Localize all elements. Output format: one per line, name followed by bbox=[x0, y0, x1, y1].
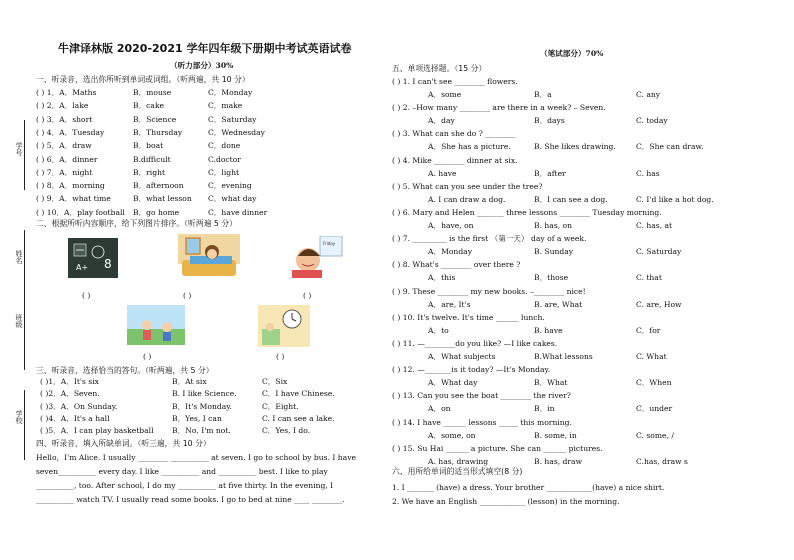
part1-heading: 一、听录音，选出你所听到单词或词组。（听两遍，共 10 分） bbox=[36, 75, 250, 84]
question-option-a[interactable]: ( ) 5．A．draw bbox=[36, 141, 92, 151]
question-option-c[interactable]: C．Wednesday bbox=[208, 127, 265, 137]
choice-option-b[interactable]: B.What lessons bbox=[534, 352, 593, 361]
question-option-b[interactable]: B．what lesson bbox=[133, 194, 192, 204]
choice-option-a[interactable]: A．What day bbox=[428, 378, 478, 388]
part2-heading: 二、根据所听内容顺序，给下列图片排序。（听两遍 5 分） bbox=[36, 219, 237, 228]
question-option-c[interactable]: C．light bbox=[208, 167, 240, 177]
answer-option-c[interactable]: C．I have Chinese. bbox=[262, 389, 335, 399]
choice-option-a[interactable]: A. I can draw a dog. bbox=[428, 194, 506, 204]
question-option-c[interactable]: C．have dinner bbox=[208, 207, 268, 217]
sick-boy-picture bbox=[290, 236, 344, 278]
choice-option-b[interactable]: B．a bbox=[534, 90, 552, 99]
choice-option-c[interactable]: C. What bbox=[636, 352, 667, 361]
question-option-a[interactable]: ( ) 9．A．what time bbox=[36, 194, 111, 204]
choice-option-c[interactable]: C. that bbox=[636, 273, 662, 283]
question-option-c[interactable]: C．done bbox=[208, 141, 241, 151]
choice-option-a[interactable]: A．Monday bbox=[428, 247, 472, 257]
choice-option-c[interactable]: C．under bbox=[636, 404, 673, 414]
choice-option-a[interactable]: A．day bbox=[428, 116, 455, 126]
choice-option-a[interactable]: A．are, It's bbox=[428, 299, 471, 309]
blackboard-picture bbox=[68, 238, 118, 278]
picture-order-blank[interactable]: ( ) bbox=[143, 352, 152, 361]
side-label-school: 学校 bbox=[15, 410, 23, 424]
fill-in-line[interactable]: 2. We have an English ____________ (lesson) in the morning. bbox=[392, 497, 620, 506]
choice-option-a[interactable]: A．this bbox=[428, 273, 456, 283]
choice-option-a[interactable]: A．some bbox=[428, 90, 462, 99]
written-section-label: （笔试部分）70% bbox=[540, 49, 604, 58]
choice-option-b[interactable]: B．days bbox=[534, 116, 565, 126]
choice-option-a[interactable]: A．on bbox=[428, 404, 451, 414]
binding-line bbox=[24, 390, 25, 460]
binding-line bbox=[24, 120, 25, 190]
choice-option-c[interactable]: C. some, / bbox=[636, 430, 674, 440]
svg-text:Friday: Friday bbox=[323, 241, 336, 246]
question-stem: ( ) 13. Can you see the boat ________ the river? bbox=[392, 391, 571, 401]
question-stem: ( ) 2. –How many ________ are there in a week? – Seven. bbox=[392, 103, 606, 113]
question-stem: ( ) 1. I can't see ________ flowers. bbox=[392, 77, 518, 86]
question-option-c[interactable]: C．Monday bbox=[208, 88, 253, 97]
choice-option-c[interactable]: C. I'd like a hot dog. bbox=[636, 194, 714, 204]
clock-room-picture bbox=[258, 305, 310, 347]
choice-option-b[interactable]: B．after bbox=[534, 168, 566, 178]
question-option-a[interactable]: ( ) 1．A．Maths bbox=[36, 88, 97, 97]
question-option-c[interactable]: C．Saturday bbox=[208, 114, 257, 124]
choice-option-c[interactable]: C. Saturday bbox=[636, 247, 682, 257]
answer-option-b[interactable]: B．It's Monday. bbox=[172, 401, 232, 411]
picture-order-blank[interactable]: ( ) bbox=[303, 291, 312, 300]
choice-option-b[interactable]: B. She likes drawing. bbox=[534, 142, 616, 152]
question-option-b[interactable]: B．mouse bbox=[133, 88, 172, 97]
picture-order-blank[interactable]: ( ) bbox=[183, 291, 192, 300]
question-stem: ( ) 9. These ________ my new books. –________ nice! bbox=[392, 286, 586, 296]
question-option-c[interactable]: C．evening bbox=[208, 181, 252, 191]
choice-option-a[interactable]: A．to bbox=[428, 325, 449, 335]
choice-option-b[interactable]: B. are, What bbox=[534, 299, 583, 309]
choice-option-c[interactable]: C. any bbox=[636, 90, 661, 99]
binding-line bbox=[24, 230, 25, 300]
choice-option-b[interactable]: B. Sunday bbox=[534, 247, 574, 257]
choice-option-c[interactable]: C．When bbox=[636, 378, 672, 388]
question-option-a[interactable]: ( ) 2．A．lake bbox=[36, 101, 89, 111]
choice-option-a[interactable]: A. has, drawing bbox=[428, 456, 489, 466]
girl-sleeping-picture bbox=[178, 234, 240, 278]
question-option-c[interactable]: C．what day bbox=[208, 194, 257, 204]
exam-title: 牛津译林版 2020-2021 学年四年级下册期中考试英语试卷 bbox=[58, 42, 352, 55]
part6-heading: 六、用所给单词的适当形式填空(8 分) bbox=[392, 467, 523, 476]
choice-option-c[interactable]: C．for bbox=[636, 325, 661, 335]
question-option-a[interactable]: ( ) 7．A．night bbox=[36, 167, 93, 177]
binding-line bbox=[24, 300, 25, 370]
choice-option-a[interactable]: A．She has a picture. bbox=[428, 142, 511, 152]
answer-option-c[interactable]: C. I can see a lake. bbox=[262, 413, 335, 423]
part4-heading: 四、听录音，填入所缺单词。（听三遍，共 10 分） bbox=[36, 439, 211, 448]
answer-option-c[interactable]: C．Yes, I do. bbox=[262, 426, 311, 436]
question-stem: ( ) 15. Su Hai ______ a picture. She can ______ pictures. bbox=[392, 443, 603, 453]
choice-option-a[interactable]: A. have bbox=[428, 168, 457, 178]
choice-option-b[interactable]: B. some, in bbox=[534, 430, 577, 440]
question-stem: ( ) 14. I have ______ lessons _____ this morning. bbox=[392, 417, 572, 427]
choice-option-b[interactable]: B. has, draw bbox=[534, 456, 583, 466]
choice-option-b[interactable]: B．those bbox=[534, 273, 569, 283]
answer-option-a[interactable]: ( )1．A．It's six bbox=[40, 377, 99, 386]
question-option-b[interactable]: B．afternoon bbox=[133, 181, 184, 191]
question-option-a[interactable]: ( ) 6．A．dinner bbox=[36, 154, 98, 164]
question-stem: ( ) 11. —________do you like? —I like cakes. bbox=[392, 339, 558, 348]
question-option-b[interactable]: B．Science bbox=[133, 114, 177, 124]
choice-option-b[interactable]: B．in bbox=[534, 404, 555, 414]
svg-text:8: 8 bbox=[104, 257, 112, 271]
fill-in-line[interactable]: 1. I _______ (have) a dress. Your brother ____________(have) a nice shirt. bbox=[392, 483, 665, 492]
part3-heading: 三、听录音，选择恰当的答句。（听两遍，共 5 分） bbox=[36, 366, 214, 375]
question-option-c[interactable]: C．make bbox=[208, 101, 243, 111]
question-option-b[interactable]: B.difficult bbox=[133, 154, 171, 164]
answer-option-b[interactable]: B. I like Science. bbox=[172, 389, 237, 399]
question-option-b[interactable]: B．go home bbox=[133, 207, 180, 217]
side-label-name: 姓名 bbox=[15, 250, 23, 264]
choice-option-a[interactable]: A．have, on bbox=[428, 221, 474, 230]
answer-option-a[interactable]: ( )5．A．I can play basketball bbox=[40, 426, 154, 436]
question-option-a[interactable]: ( ) 8．A．morning bbox=[36, 181, 105, 191]
question-stem: ( ) 6. Mary and Helen _______ three lessons ________ Tuesday morning. bbox=[392, 208, 662, 217]
question-stem: ( ) 4. Mike ________ dinner at six. bbox=[392, 155, 518, 165]
question-stem: ( ) 7. _________ is the first （第一天） day of a week. bbox=[392, 234, 587, 244]
answer-option-c[interactable]: C．Six bbox=[262, 377, 288, 386]
question-option-a[interactable]: ( ) 3．A．short bbox=[36, 114, 93, 124]
question-option-b[interactable]: B．Thursday bbox=[133, 127, 183, 137]
svg-text:A+: A+ bbox=[76, 263, 89, 272]
passage-line[interactable]: Hello，I'm Alice. I usually ________ __________ at seven. I go to school by bus. I have bbox=[36, 453, 356, 462]
answer-option-b[interactable]: B．No, I'm not. bbox=[172, 426, 231, 436]
question-stem: ( ) 12. —_______is it today? —It's Monday. bbox=[392, 365, 551, 375]
choice-option-c[interactable]: C．She can draw. bbox=[636, 142, 704, 152]
answer-option-a[interactable]: ( )3．A．On Sunday. bbox=[40, 401, 118, 411]
answer-option-b[interactable]: B．Yes, I can bbox=[172, 413, 222, 423]
choice-option-b[interactable]: B. has, on bbox=[534, 221, 573, 230]
answer-option-a[interactable]: ( )2．A．Seven. bbox=[40, 389, 100, 399]
answer-option-c[interactable]: C．Eight. bbox=[262, 401, 299, 411]
question-option-a[interactable]: ( ) 4．A．Tuesday bbox=[36, 127, 105, 137]
question-stem: ( ) 3. What can she do ? ________ bbox=[392, 129, 516, 139]
question-option-b[interactable]: B．boat bbox=[133, 141, 164, 151]
choice-option-a[interactable]: A．some, on bbox=[428, 430, 476, 440]
listening-section-label: （听力部分）30% bbox=[170, 61, 234, 70]
choice-option-c[interactable]: C. has, at bbox=[636, 221, 673, 230]
answer-option-b[interactable]: B．At six bbox=[172, 377, 207, 386]
side-label-student-number: 学号 bbox=[15, 142, 23, 156]
answer-option-a[interactable]: ( )4．A．It's a hall bbox=[40, 413, 110, 423]
side-label-class: 班级 bbox=[15, 314, 23, 328]
passage-line[interactable]: __________, too. After school, I do my __________ at five thirty. In the evening, I bbox=[36, 481, 334, 490]
question-option-b[interactable]: B．cake bbox=[133, 101, 165, 111]
question-stem: ( ) 8. What's ________ over there ? bbox=[392, 260, 521, 270]
question-option-c[interactable]: C.doctor bbox=[208, 154, 241, 164]
choice-option-b[interactable]: B. have bbox=[534, 325, 563, 335]
choice-option-c[interactable]: C. has bbox=[636, 168, 660, 178]
choice-option-b[interactable]: B．What bbox=[534, 378, 568, 388]
passage-line[interactable]: seven__________ every day. I like __________ and __________ best. I like to play bbox=[36, 467, 328, 476]
question-stem: ( ) 10. It's twelve. It's time ______ lunch. bbox=[392, 312, 545, 322]
choice-option-c[interactable]: C.has, draw s bbox=[636, 456, 688, 466]
question-option-a[interactable]: ( ) 10．A．play football bbox=[36, 207, 125, 217]
part5-heading: 五、单项选择题。（15 分） bbox=[392, 64, 487, 73]
picture-order-blank[interactable]: ( ) bbox=[82, 291, 91, 300]
choice-option-a[interactable]: A．What subjects bbox=[428, 352, 496, 361]
choice-option-c[interactable]: C. are, How bbox=[636, 299, 682, 309]
playground-picture bbox=[127, 305, 185, 345]
question-option-b[interactable]: B．right bbox=[133, 167, 166, 177]
passage-line[interactable]: __________ watch TV. I usually read some books. I go to bed at nine ____ ________. bbox=[36, 495, 345, 504]
choice-option-b[interactable]: B．I can see a dog. bbox=[534, 194, 608, 204]
question-stem: ( ) 5. What can you see under the tree? bbox=[392, 181, 543, 191]
picture-order-blank[interactable]: ( ) bbox=[276, 352, 285, 361]
choice-option-c[interactable]: C. today bbox=[636, 116, 668, 126]
